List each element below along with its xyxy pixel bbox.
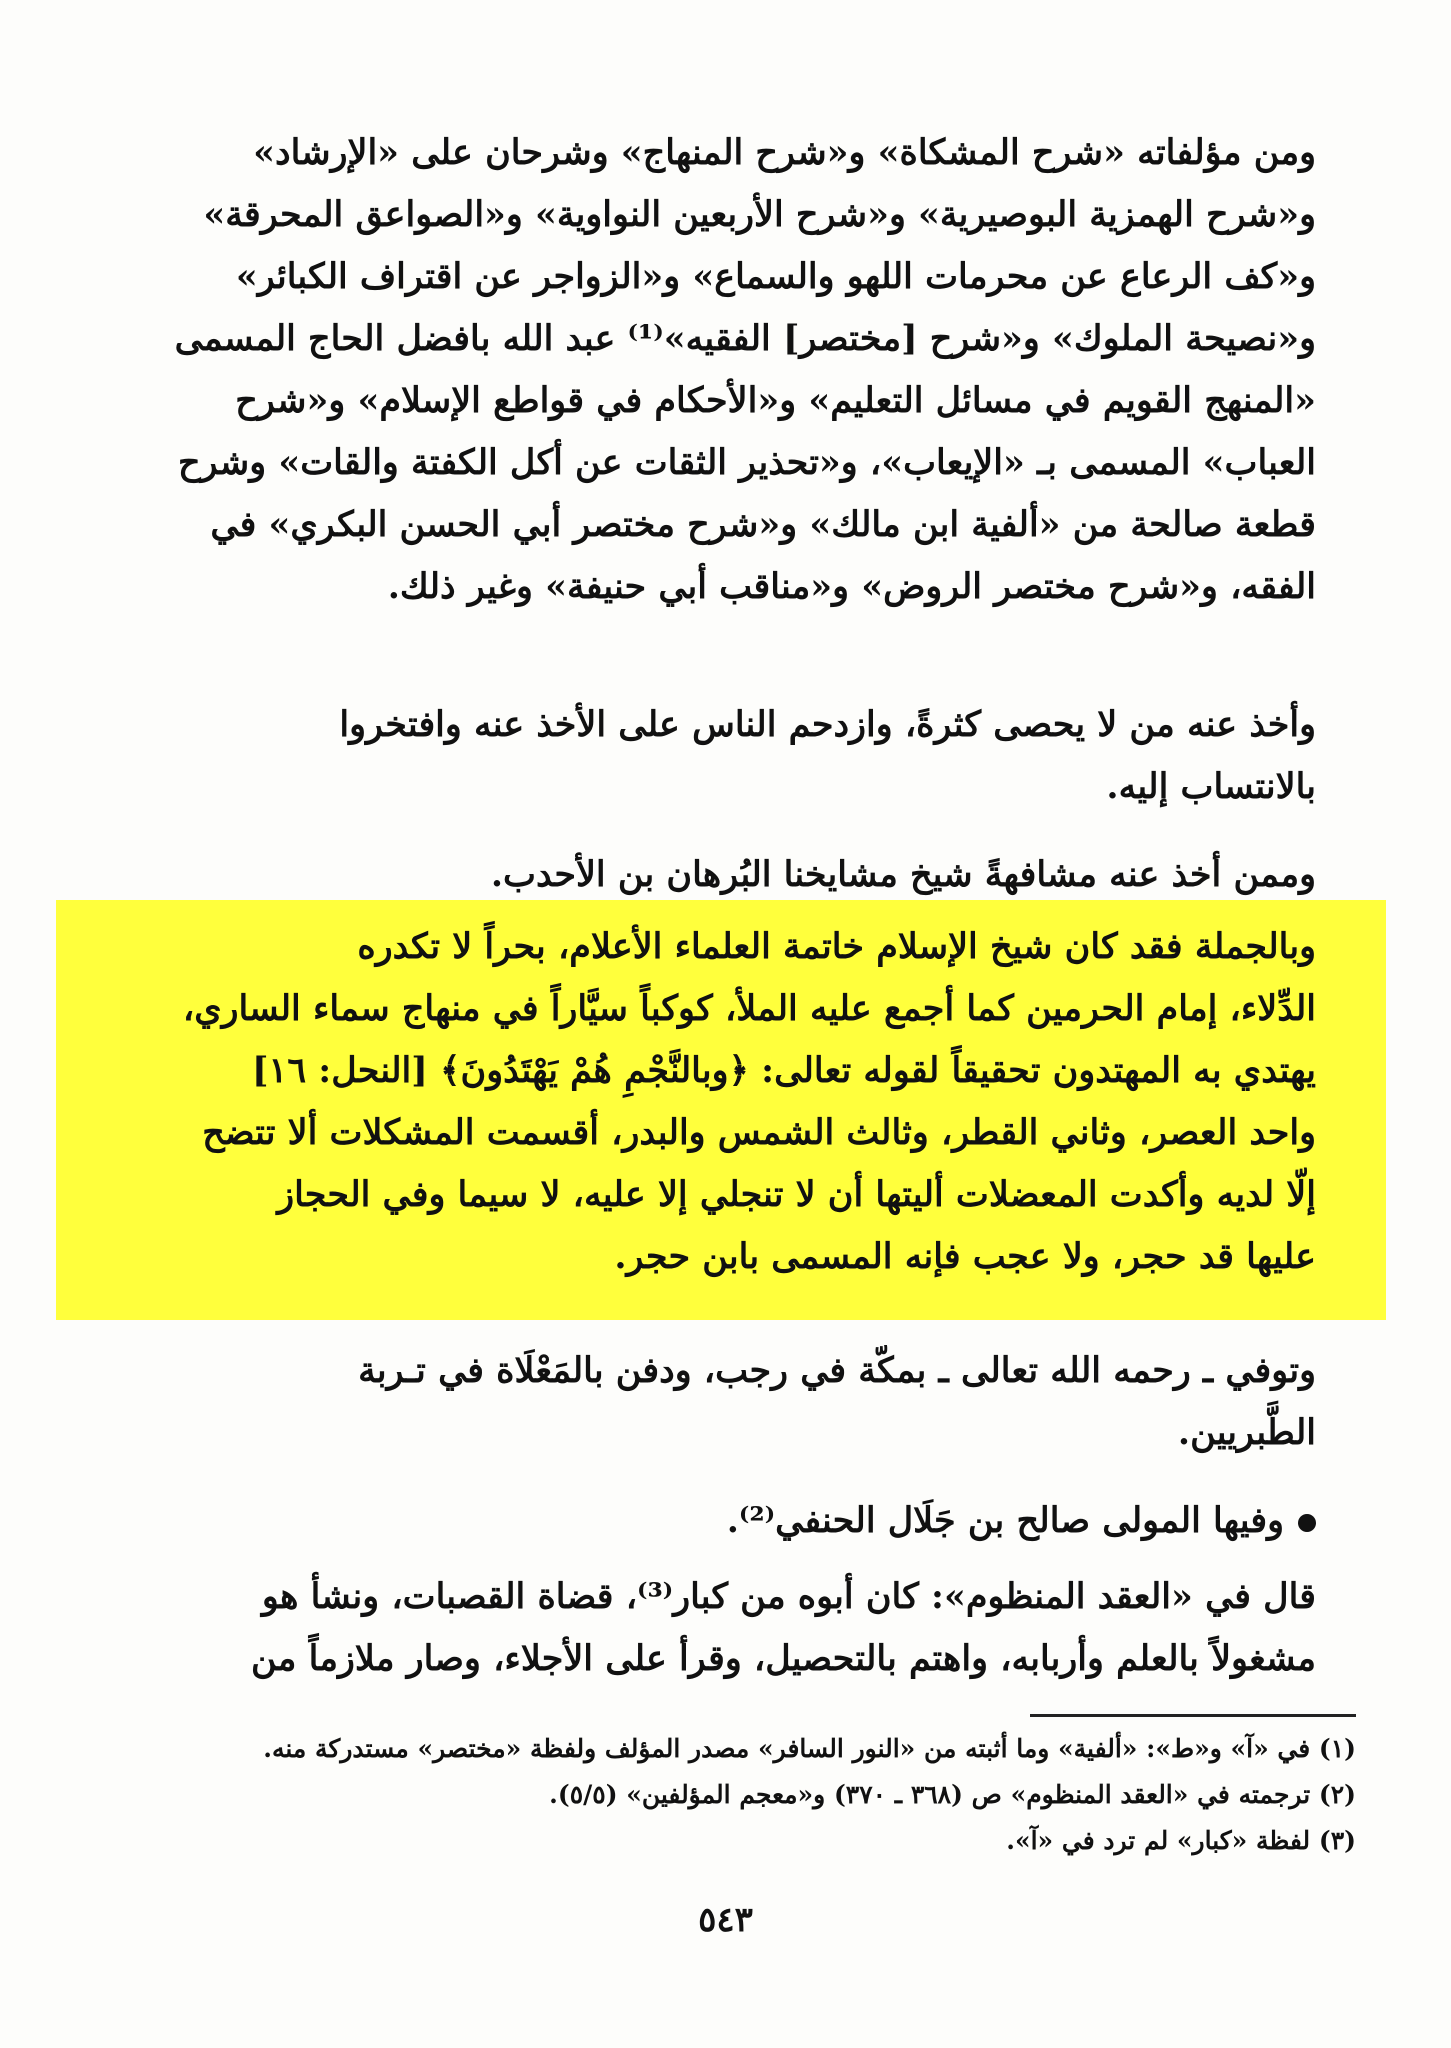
paragraph-highlighted-praise [96,916,1356,1288]
text-line: وفيها المولى صالح بن جَلَال الحنفي⁽²⁾. [726,1500,1284,1541]
paragraph-oral-transmission [96,844,1356,906]
text-line: ومن مؤلفاته «شرح المشكاة» و«شرح المنهاج» وشرحان على «الإرشاد» [253,132,1316,173]
text-line: و«كف الرعاع عن محرمات اللهو والسماع» و«الزواجر عن اقتراف الكبائر» [235,256,1316,297]
text-line: وأخذ عنه من لا يحصى كثرةً، وازدحم الناس على الأخذ عنه وافتخروا [339,704,1316,745]
paragraph-bullet-entry [96,1490,1356,1552]
text-line: العباب» المسمى بـ «الإيعاب»، و«تحذير الثقات عن أكل الكفتة والقات» وشرح [178,442,1316,483]
footnote-divider [1030,1714,1356,1717]
text-line: عليها قد حجر، ولا عجب فإنه المسمى بابن حجر. [614,1236,1316,1277]
paragraph-biography [96,1566,1356,1690]
text-line: الدِّلاء، إمام الحرمين كما أجمع عليه الملأ، كوكباً سيَّاراً في منهاج سماء الساري، [182,988,1316,1029]
text-line: بالانتساب إليه. [1106,766,1316,807]
paragraph-death [96,1340,1356,1464]
footnotes [96,1726,1356,1864]
bullet-icon [1298,1514,1316,1532]
text-line: وممن أخذ عنه مشافهةً شيخ مشايخنا البُرهان بن الأحدب. [490,854,1316,895]
text-line: الطَّبريين. [1177,1412,1316,1453]
text-line: «المنهج القويم في مسائل التعليم» و«الأحكام في قواطع الإسلام» و«شرح [235,380,1316,421]
text-line: و«شرح الهمزية البوصيرية» و«شرح الأربعين النواوية» و«الصواعق المحرقة» [203,194,1316,235]
text-line: يهتدي به المهتدون تحقيقاً لقوله تعالى: ﴿وبالنَّجْمِ هُمْ يَهْتَدُونَ﴾ [النحل: ١٦] [251,1050,1316,1091]
text-line: إلّا لديه وأكدت المعضلات أليتها أن لا تنجلي إلا عليه، لا سيما وفي الحجاز [277,1174,1316,1215]
text-line: الفقه، و«شرح مختصر الروض» و«مناقب أبي حنيفة» وغير ذلك. [387,566,1316,607]
footnote-1: (١) في «آ» و«ط»: «ألفية» وما أثبته من «النور السافر» مصدر المؤلف ولفظة «مختصر» مستدركة منه. [263,1734,1356,1763]
text-line: وتوفي ـ رحمه الله تعالى ـ بمكّة في رجب، ودفن بالمَعْلَاة في تـربة [358,1350,1316,1391]
text-line: قطعة صالحة من «ألفية ابن مالك» و«شرح مختصر أبي الحسن البكري» في [210,504,1316,545]
page-number: ٥٤٣ [698,1900,753,1940]
footnote-2: (٢) ترجمته في «العقد المنظوم» ص (٣٦٨ ـ ٣٧٠) و«معجم المؤلفين» (٥/٥). [549,1780,1356,1809]
text-line: وبالجملة فقد كان شيخ الإسلام خاتمة العلماء الأعلام، بحراً لا تكدره [357,926,1316,967]
text-line: واحد العصر، وثاني القطر، وثالث الشمس والبدر، أقسمت المشكلات ألا تتضح [202,1112,1316,1153]
paragraph-students [96,694,1356,818]
footnote-3: (٣) لفظة «كبار» لم ترد في «آ». [1006,1826,1356,1855]
paragraph-works [96,122,1356,618]
text-line: و«نصيحة الملوك» و«شرح [مختصر] الفقيه»⁽¹⁾ عبد الله بافضل الحاج المسمى [174,318,1316,359]
text-line: قال في «العقد المنظوم»: كان أبوه من كبار⁽³⁾، قضاة القصبات، ونشأ هو [261,1576,1316,1617]
text-line: مشغولاً بالعلم وأربابه، واهتم بالتحصيل، وقرأ على الأجلاء، وصار ملازماً من [251,1638,1316,1679]
